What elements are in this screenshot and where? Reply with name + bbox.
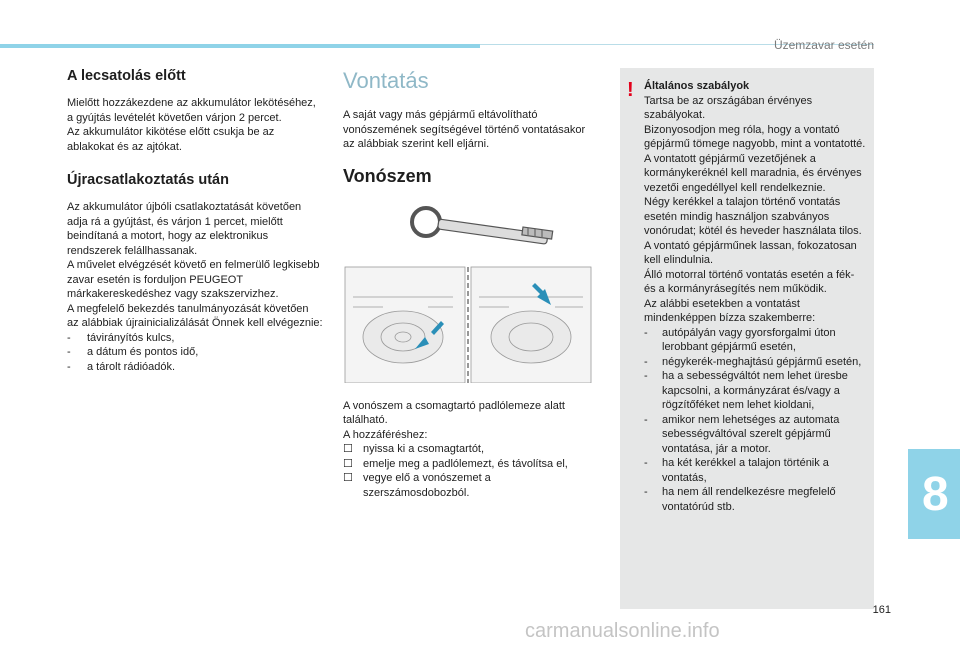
chapter-tab: [908, 449, 960, 539]
list-item: - távirányítós kulcs,: [67, 331, 175, 344]
access-steps-list: [343, 442, 593, 500]
reinit-list: [67, 331, 323, 375]
heading-before-disconnect: A lecsatolás előtt: [67, 68, 186, 84]
text-towing-intro: A saját vagy más gépjármű eltávolítható vonószemének segítségével történő vontatásakor az alábbiak szerint kell eljárni.: [343, 109, 586, 150]
heading-after-reconnect: Újracsatlakoztatás után: [67, 172, 229, 188]
list-item: - négykerék-meghajtású gépjármű esetén,: [644, 355, 862, 368]
accent-bar: [0, 44, 480, 48]
heading-towing-eye: Vonószem: [343, 165, 432, 186]
column-towing: [343, 68, 593, 500]
rules-cases-list: [644, 326, 868, 515]
text-eye-location: A vonószem a csomagtartó padlólemeze alatt található. A hozzáféréshez:: [343, 399, 565, 441]
tow-eye-icon: [412, 208, 553, 244]
list-item: - autópályán vagy gyorsforgalmi úton lerobbant gépjármű esetén,: [644, 326, 836, 353]
rules-title: Általános szabályok: [644, 80, 750, 92]
list-item: - ha a sebességváltót nem lehet üresbe kapcsolni, a kormányzárat és/vagy a rögzítőféket nem lehet kioldani,: [644, 370, 848, 411]
watermark: carmanualsonline.info: [525, 620, 720, 642]
trunk-left-illustration: [345, 267, 465, 383]
text-after-reconnect: Az akkumulátor újbóli csatlakoztatását követően adja rá a gyújtást, és várjon 1 percet, mielőtt beindítaná a motort, hogy az elektronikus rendszerek felállhassanak. A művelet elvégzését követő en felmerülő legkisebb zavar esetén is forduljon PEUGEOT márkakereskedéshez vagy szakszervizhez. A megfelelő bekezdés tanulmányozását követően az alábbiak újrainicializálását Önnek kell elvégeznie:: [67, 201, 323, 329]
column-battery: [67, 68, 323, 374]
list-item: - amikor nem lehetséges az automata sebességváltóval szerelt gépjármű vontatása, jár a motor.: [644, 413, 840, 455]
chapter-number: 8: [922, 468, 949, 521]
trunk-right-illustration: [471, 267, 591, 383]
running-head: Üzemzavar esetén: [773, 38, 874, 52]
text-before-disconnect: Mielőtt hozzákezdene az akkumulátor lekötéséhez, a gyújtás levételét követően várjon 2 percet. Az akkumulátor kikötése előtt csukja be az ablakokat és az ajtókat.: [67, 97, 316, 153]
list-item: - ha két kerékkel a talajon történik a vontatás,: [644, 457, 829, 484]
list-item: - ha nem áll rendelkezésre megfelelő vontatórúd stb.: [644, 486, 836, 513]
heading-towing: Vontatás: [343, 68, 429, 93]
list-item: ☐ nyissa ki a csomagtartót,: [343, 442, 485, 455]
warning-icon: !: [627, 79, 634, 101]
list-item: ☐ emelje meg a padlólemezt, és távolítsa el,: [343, 456, 568, 470]
general-rules-panel: [620, 68, 874, 609]
towing-eye-illustration: [343, 197, 593, 383]
page-number: 161: [872, 604, 891, 616]
rules-text: Tartsa be az országában érvényes szabályokat. Bizonyosodjon meg róla, hogy a vontató gépjármű tömege nagyobb, mint a vontatotté. A vontatott gépjármű vezetőjének a kormánykeréknél kell maradnia, és érvényes vezetői engedéllyel kell rendelkeznie. Négy kerékkel a talajon történő vontatás esetén mindig használjon szabványos vonórudat; kötél és heveder használata tilos. A vontató gépjárműnek lassan, fokozatosan kell elindulnia. Álló motorral történő vontatás esetén a fék- és a kormányrásegítés nem működik. Az alábbi esetekben a vontatást mindenképpen bízza szakemberre:: [644, 94, 866, 324]
list-item: - a dátum és pontos idő,: [67, 346, 199, 358]
list-item: ☐ vegye elő a vonószemet a szerszámosdobozból.: [343, 471, 491, 499]
list-item: - a tárolt rádióadók.: [67, 360, 176, 373]
